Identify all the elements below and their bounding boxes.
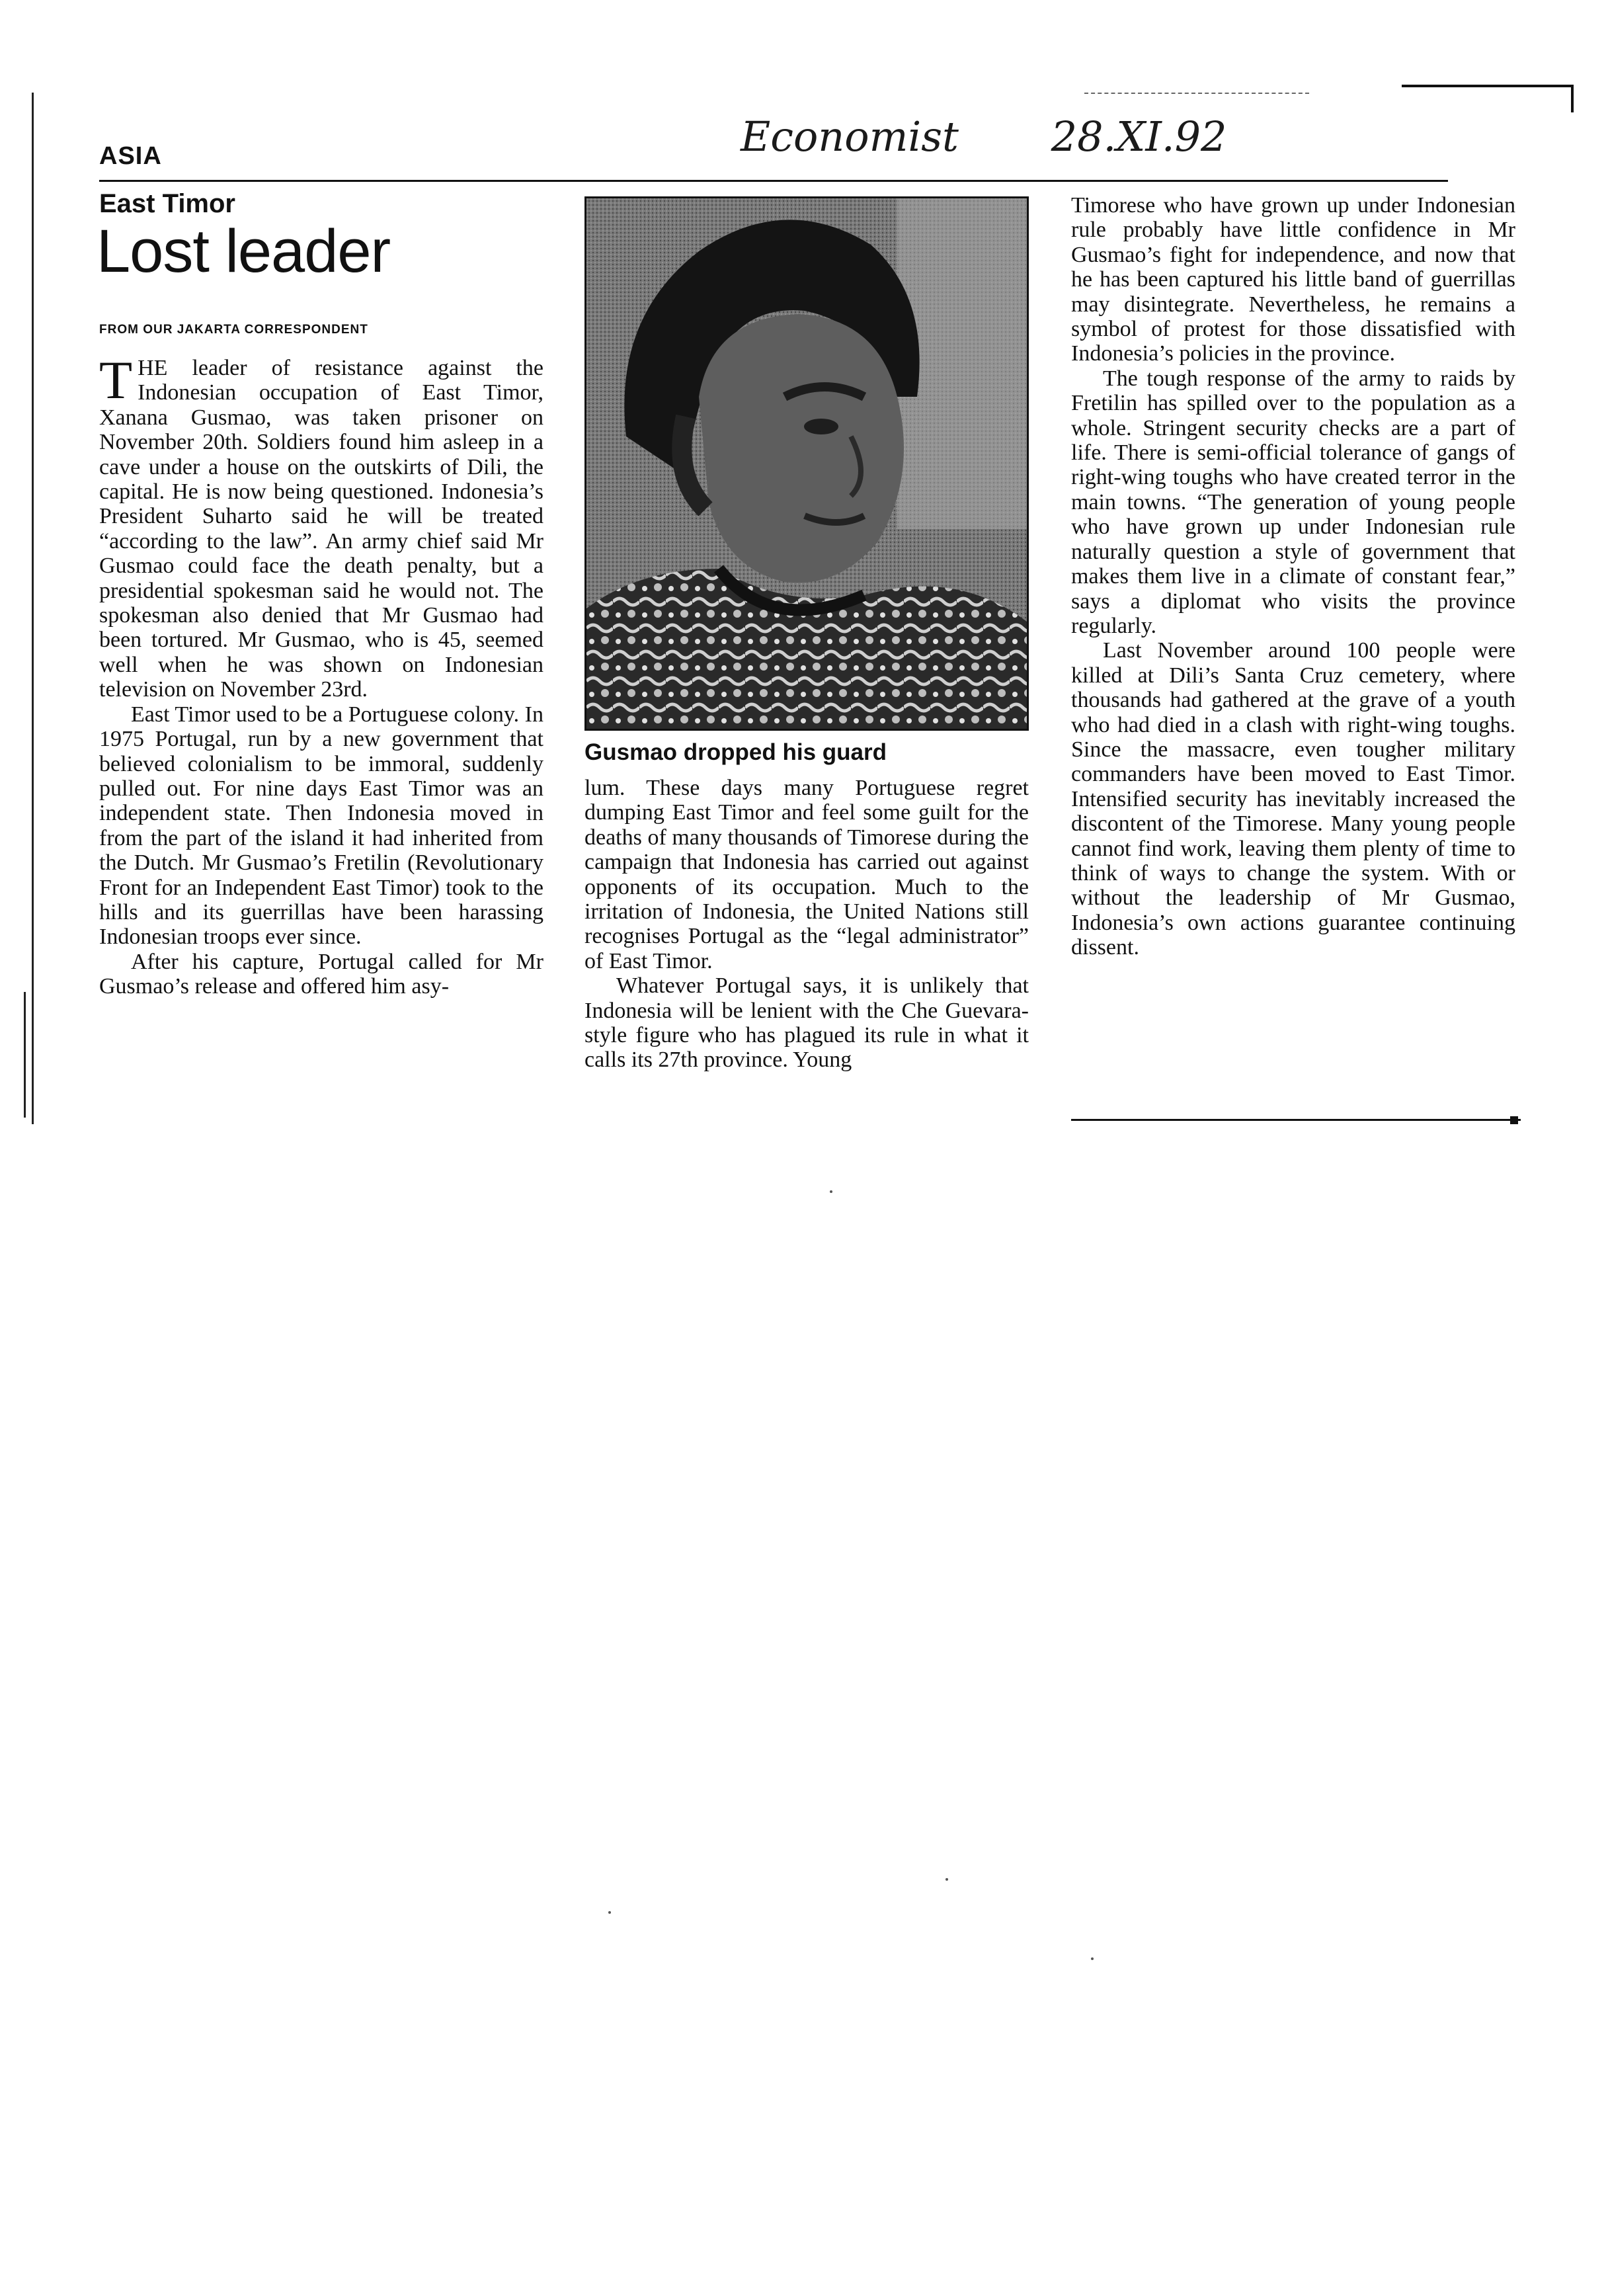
paragraph: After his capture, Portugal called for Mr Gusmao’s release and offered him asy- [99, 949, 543, 999]
paragraph: Timorese who have grown up under Indonesian rule probably have little confidence in Mr Gusmao’s fight for independence, and now that he has been captured his little band of guerrillas may disintegrate. Nevertheless, he remains a symbol of protest for those dissatisfied with Indonesia’s policies in the province. [1071, 193, 1515, 366]
paragraph: Whatever Portugal says, it is unlikely that Indonesia will be lenient with the Che Guevara-style figure who has plagued its rule in what it calls its 27th province. Young [584, 973, 1029, 1073]
scan-speck [1091, 1957, 1094, 1960]
article-byline: FROM OUR JAKARTA CORRESPONDENT [99, 323, 368, 337]
article-end-mark [1510, 1116, 1518, 1124]
paragraph: East Timor used to be a Portuguese colony. In 1975 Portugal, run by a new government that believed colonialism to be immoral, suddenly pulled out. For nine days East Timor was an independent state. Then Indonesia moved in from the part of the island it had inherited from the Dutch. Mr Gusmao’s Fretilin (Revolutionary Front for an Independent East Timor) took to the hills and its guerrillas have been harassing Indonesian troops ever since. [99, 702, 543, 950]
article-kicker: East Timor [99, 189, 235, 218]
photo-caption: Gusmao dropped his guard [584, 739, 887, 765]
scan-edge-line [32, 93, 34, 1124]
section-label: ASIA [99, 142, 162, 170]
header-rule [99, 180, 1448, 182]
article-column-3 [1071, 193, 1515, 960]
scan-edge-line-secondary [24, 992, 26, 1118]
handwritten-annotation [741, 112, 1227, 161]
handwritten-date: 28.XI.92 [1051, 112, 1227, 161]
scan-dash-artifact [1084, 93, 1309, 94]
clipping-corner-rule [1402, 85, 1574, 87]
paragraph: The tough response of the army to raids by Fretilin has spilled over to the population as a whole. Stringent security checks are a part of life. There is semi-official tolerance of gangs of right-wing toughs who have created terror in the main towns. “The generation of young people who have grown up under Indonesian rule naturally question a style of government that makes them live in a climate of constant fear,” says a diplomat who visits the province regularly. [1071, 366, 1515, 638]
article-headline: Lost leader [97, 218, 391, 285]
article-photo [584, 196, 1029, 731]
article-end-rule [1071, 1119, 1521, 1121]
paragraph-text: HE leader of resistance against the Indonesian occupation of East Timor, Xanana Gusmao, was taken prisoner on November 20th. Soldiers found him asleep in a cave under a house on the outskirts of Dili, the capital. He is now being questioned. Indonesia’s President Suharto said he will be treated “according to the law”. An army chief said Mr Gusmao could face the death penalty, but a presidential spokesman said he would not. The spokesman also denied that Mr Gusmao had been tortured. Mr Gusmao, who is 45, seemed well when he was shown on Indonesian television on November 23rd. [99, 356, 543, 702]
handwritten-publication: Economist [741, 112, 959, 161]
paragraph: lum. These days many Portuguese regret dumping East Timor and feel some guilt for the deaths of many thousands of Timorese during the campaign that Indonesia has carried out against opponents of its occupation. Much to the irritation of Indonesia, the United Nations still recognises Portugal as the “legal administrator” of East Timor. [584, 776, 1029, 973]
drop-cap: T [99, 350, 133, 410]
scan-speck [945, 1878, 948, 1881]
paragraph: Last November around 100 people were killed at Dili’s Santa Cruz cemetery, where thousands had gathered at the grave of a youth who had died in a clash with right-wing toughs. Since the massacre, even tougher military commanders have been moved to East Timor. Intensified security has inevitably increased the discontent of the Timorese. Many young people cannot find work, leaving them plenty of time to think of ways to change the system. With or without the leadership of Mr Gusmao, Indonesia’s own actions guarantee continuing dissent. [1071, 638, 1515, 960]
portrait-photo-image [586, 198, 1027, 729]
article-column-2 [584, 776, 1029, 1073]
scan-speck [608, 1911, 611, 1914]
article-column-1 [99, 350, 543, 999]
paragraph [99, 350, 543, 702]
clipping-corner-tick [1571, 85, 1574, 112]
scan-speck [830, 1190, 832, 1193]
